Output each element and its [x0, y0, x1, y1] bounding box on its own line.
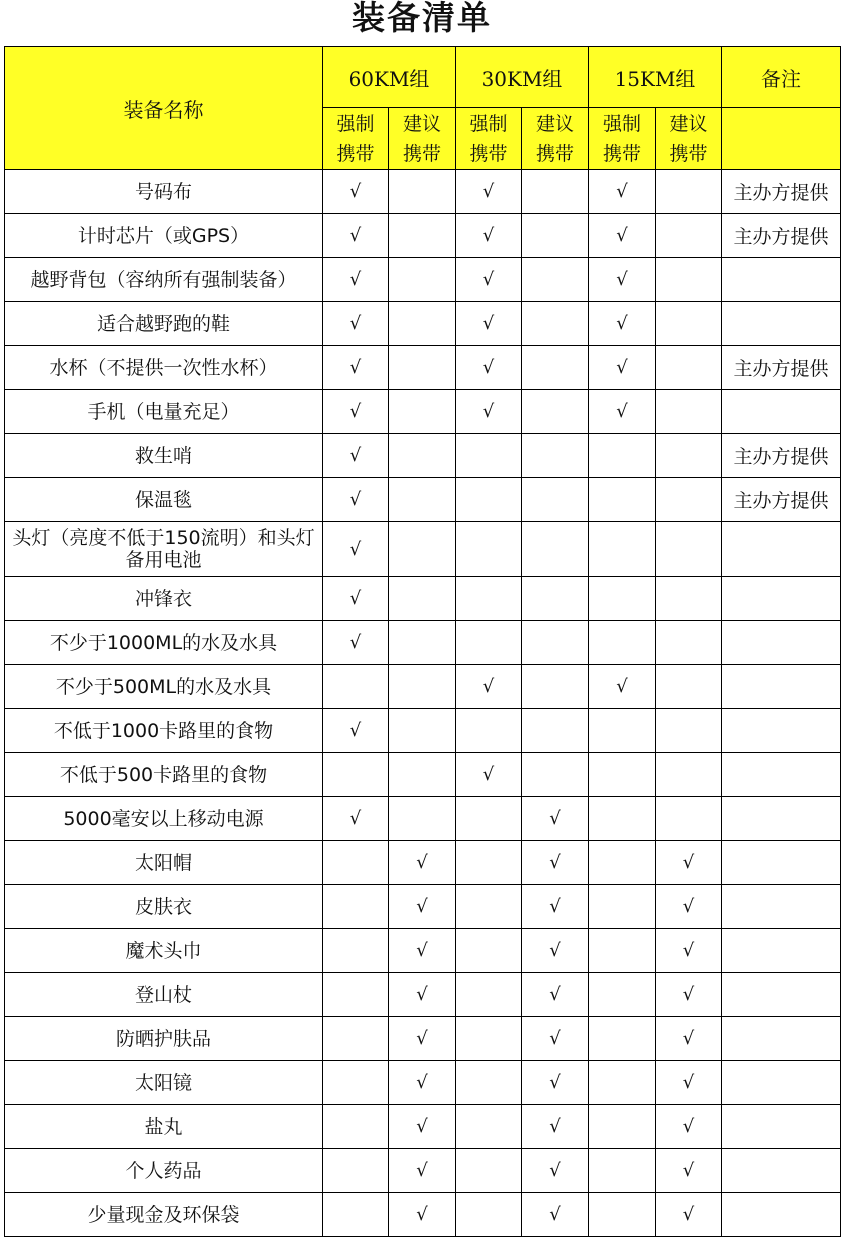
empty-cell — [323, 665, 389, 709]
empty-cell — [522, 709, 589, 753]
check-mark: √ — [522, 1105, 589, 1149]
empty-cell — [656, 522, 722, 577]
check-mark: √ — [589, 390, 656, 434]
empty-cell — [456, 577, 522, 621]
table-row — [5, 709, 841, 753]
item-name: 救生哨 — [5, 434, 323, 478]
check-mark: √ — [323, 434, 389, 478]
table-body — [5, 170, 841, 1237]
empty-cell — [522, 577, 589, 621]
empty-cell — [656, 302, 722, 346]
empty-cell — [589, 1061, 656, 1105]
item-note — [722, 1017, 841, 1061]
check-mark: √ — [589, 258, 656, 302]
empty-cell — [389, 621, 456, 665]
empty-cell — [589, 1193, 656, 1237]
empty-cell — [389, 665, 456, 709]
empty-cell — [522, 214, 589, 258]
empty-cell — [589, 522, 656, 577]
empty-cell — [389, 434, 456, 478]
header-group-30km: 30KM组 — [456, 47, 589, 108]
check-mark: √ — [389, 1061, 456, 1105]
check-mark: √ — [389, 1017, 456, 1061]
check-mark: √ — [456, 258, 522, 302]
item-note — [722, 577, 841, 621]
table-row — [5, 258, 841, 302]
item-note: 主办方提供 — [722, 346, 841, 390]
check-mark: √ — [589, 346, 656, 390]
empty-cell — [522, 302, 589, 346]
check-mark: √ — [323, 797, 389, 841]
page-title: 装备清单 — [352, 0, 492, 37]
header-suggested-60km: 建议 携带 — [389, 108, 456, 170]
empty-cell — [656, 797, 722, 841]
empty-cell — [589, 841, 656, 885]
empty-cell — [456, 434, 522, 478]
empty-cell — [456, 929, 522, 973]
item-name: 不低于1000卡路里的食物 — [5, 709, 323, 753]
item-name: 手机（电量充足） — [5, 390, 323, 434]
empty-cell — [456, 1149, 522, 1193]
item-name: 保温毯 — [5, 478, 323, 522]
empty-cell — [389, 258, 456, 302]
check-mark: √ — [323, 346, 389, 390]
table-row — [5, 929, 841, 973]
empty-cell — [656, 434, 722, 478]
item-name: 5000毫安以上移动电源 — [5, 797, 323, 841]
item-note — [722, 885, 841, 929]
table-row — [5, 302, 841, 346]
table-row — [5, 753, 841, 797]
item-name: 水杯（不提供一次性水杯） — [5, 346, 323, 390]
item-note — [722, 390, 841, 434]
check-mark: √ — [522, 1061, 589, 1105]
check-mark: √ — [522, 1017, 589, 1061]
check-mark: √ — [656, 929, 722, 973]
item-name: 适合越野跑的鞋 — [5, 302, 323, 346]
check-mark: √ — [656, 885, 722, 929]
empty-cell — [589, 973, 656, 1017]
header-name: 装备名称 — [5, 47, 323, 170]
empty-cell — [656, 577, 722, 621]
table-row — [5, 621, 841, 665]
empty-cell — [456, 885, 522, 929]
empty-cell — [522, 390, 589, 434]
empty-cell — [389, 797, 456, 841]
table-header — [5, 47, 841, 170]
item-note — [722, 973, 841, 1017]
item-note — [722, 522, 841, 577]
table-row — [5, 170, 841, 214]
check-mark: √ — [522, 841, 589, 885]
empty-cell — [589, 797, 656, 841]
check-mark: √ — [589, 665, 656, 709]
item-note — [722, 258, 841, 302]
table-row — [5, 1017, 841, 1061]
empty-cell — [323, 1017, 389, 1061]
item-name: 不低于500卡路里的食物 — [5, 753, 323, 797]
empty-cell — [522, 258, 589, 302]
empty-cell — [589, 1017, 656, 1061]
empty-cell — [589, 1149, 656, 1193]
check-mark: √ — [323, 577, 389, 621]
item-name: 魔术头巾 — [5, 929, 323, 973]
empty-cell — [389, 522, 456, 577]
header-mandatory-60km: 强制 携带 — [323, 108, 389, 170]
check-mark: √ — [323, 214, 389, 258]
empty-cell — [389, 170, 456, 214]
check-mark: √ — [389, 885, 456, 929]
check-mark: √ — [656, 841, 722, 885]
item-name: 盐丸 — [5, 1105, 323, 1149]
header-note-blank — [722, 108, 841, 170]
header-suggested-30km: 建议 携带 — [522, 108, 589, 170]
empty-cell — [323, 753, 389, 797]
check-mark: √ — [589, 302, 656, 346]
item-note — [722, 665, 841, 709]
empty-cell — [656, 478, 722, 522]
empty-cell — [456, 841, 522, 885]
table-row — [5, 841, 841, 885]
check-mark: √ — [323, 390, 389, 434]
check-mark: √ — [522, 1193, 589, 1237]
empty-cell — [656, 665, 722, 709]
header-suggested-15km: 建议 携带 — [656, 108, 722, 170]
empty-cell — [456, 709, 522, 753]
check-mark: √ — [323, 709, 389, 753]
table-row — [5, 577, 841, 621]
item-name: 头灯（亮度不低于150流明）和头灯备用电池 — [5, 522, 323, 577]
empty-cell — [456, 1105, 522, 1149]
empty-cell — [456, 478, 522, 522]
check-mark: √ — [323, 621, 389, 665]
check-mark: √ — [522, 929, 589, 973]
empty-cell — [323, 841, 389, 885]
item-name: 太阳镜 — [5, 1061, 323, 1105]
item-note — [722, 1105, 841, 1149]
item-note — [722, 1149, 841, 1193]
check-mark: √ — [456, 346, 522, 390]
item-name: 皮肤衣 — [5, 885, 323, 929]
empty-cell — [323, 885, 389, 929]
empty-cell — [589, 885, 656, 929]
check-mark: √ — [389, 973, 456, 1017]
empty-cell — [522, 478, 589, 522]
check-mark: √ — [389, 1105, 456, 1149]
check-mark: √ — [522, 1149, 589, 1193]
empty-cell — [456, 1193, 522, 1237]
empty-cell — [522, 522, 589, 577]
table-row — [5, 665, 841, 709]
check-mark: √ — [323, 258, 389, 302]
check-mark: √ — [656, 1149, 722, 1193]
empty-cell — [522, 665, 589, 709]
check-mark: √ — [656, 1017, 722, 1061]
header-group-60km: 60KM组 — [323, 47, 456, 108]
check-mark: √ — [456, 665, 522, 709]
item-note: 主办方提供 — [722, 478, 841, 522]
empty-cell — [456, 797, 522, 841]
check-mark: √ — [456, 302, 522, 346]
item-note: 主办方提供 — [722, 434, 841, 478]
check-mark: √ — [456, 214, 522, 258]
empty-cell — [522, 621, 589, 665]
item-name: 计时芯片（或GPS） — [5, 214, 323, 258]
table-row — [5, 885, 841, 929]
empty-cell — [656, 258, 722, 302]
empty-cell — [456, 1061, 522, 1105]
item-name: 越野背包（容纳所有强制装备） — [5, 258, 323, 302]
empty-cell — [389, 302, 456, 346]
check-mark: √ — [656, 1105, 722, 1149]
table-row — [5, 478, 841, 522]
empty-cell — [656, 753, 722, 797]
table-row — [5, 797, 841, 841]
empty-cell — [323, 1193, 389, 1237]
item-name: 不少于1000ML的水及水具 — [5, 621, 323, 665]
item-note — [722, 1061, 841, 1105]
item-name: 少量现金及环保袋 — [5, 1193, 323, 1237]
empty-cell — [589, 1105, 656, 1149]
check-mark: √ — [589, 170, 656, 214]
check-mark: √ — [389, 841, 456, 885]
table-row — [5, 1061, 841, 1105]
item-name: 号码布 — [5, 170, 323, 214]
empty-cell — [589, 621, 656, 665]
empty-cell — [389, 577, 456, 621]
empty-cell — [656, 709, 722, 753]
check-mark: √ — [389, 1193, 456, 1237]
check-mark: √ — [323, 170, 389, 214]
item-note — [722, 929, 841, 973]
empty-cell — [656, 214, 722, 258]
item-name: 登山杖 — [5, 973, 323, 1017]
empty-cell — [323, 1061, 389, 1105]
empty-cell — [389, 753, 456, 797]
check-mark: √ — [389, 1149, 456, 1193]
check-mark: √ — [522, 885, 589, 929]
empty-cell — [389, 214, 456, 258]
header-mandatory-30km: 强制 携带 — [456, 108, 522, 170]
empty-cell — [522, 434, 589, 478]
empty-cell — [589, 929, 656, 973]
empty-cell — [323, 929, 389, 973]
item-name: 防晒护肤品 — [5, 1017, 323, 1061]
table-row — [5, 346, 841, 390]
empty-cell — [589, 577, 656, 621]
empty-cell — [456, 522, 522, 577]
empty-cell — [656, 346, 722, 390]
item-note — [722, 1193, 841, 1237]
table-row — [5, 973, 841, 1017]
table-row — [5, 390, 841, 434]
empty-cell — [323, 1105, 389, 1149]
empty-cell — [456, 1017, 522, 1061]
empty-cell — [656, 390, 722, 434]
check-mark: √ — [656, 973, 722, 1017]
table-row — [5, 1105, 841, 1149]
table-row — [5, 1193, 841, 1237]
check-mark: √ — [456, 753, 522, 797]
table-row — [5, 434, 841, 478]
empty-cell — [589, 434, 656, 478]
check-mark: √ — [323, 522, 389, 577]
check-mark: √ — [522, 797, 589, 841]
check-mark: √ — [656, 1193, 722, 1237]
header-mandatory-15km: 强制 携带 — [589, 108, 656, 170]
item-name: 个人药品 — [5, 1149, 323, 1193]
check-mark: √ — [522, 973, 589, 1017]
check-mark: √ — [589, 214, 656, 258]
empty-cell — [522, 753, 589, 797]
empty-cell — [656, 170, 722, 214]
empty-cell — [522, 170, 589, 214]
empty-cell — [389, 478, 456, 522]
item-name: 冲锋衣 — [5, 577, 323, 621]
check-mark: √ — [456, 390, 522, 434]
empty-cell — [323, 973, 389, 1017]
empty-cell — [522, 346, 589, 390]
item-name: 不少于500ML的水及水具 — [5, 665, 323, 709]
empty-cell — [389, 709, 456, 753]
empty-cell — [656, 621, 722, 665]
equipment-table — [4, 46, 841, 1237]
empty-cell — [389, 346, 456, 390]
empty-cell — [389, 390, 456, 434]
check-mark: √ — [389, 929, 456, 973]
table-row — [5, 1149, 841, 1193]
item-note — [722, 841, 841, 885]
empty-cell — [323, 1149, 389, 1193]
table-row — [5, 522, 841, 577]
item-note — [722, 797, 841, 841]
check-mark: √ — [323, 302, 389, 346]
empty-cell — [456, 973, 522, 1017]
item-note — [722, 709, 841, 753]
item-note — [722, 302, 841, 346]
check-mark: √ — [456, 170, 522, 214]
header-group-15km: 15KM组 — [589, 47, 722, 108]
header-note: 备注 — [722, 47, 841, 108]
item-note — [722, 621, 841, 665]
empty-cell — [589, 709, 656, 753]
check-mark: √ — [323, 478, 389, 522]
check-mark: √ — [656, 1061, 722, 1105]
empty-cell — [589, 478, 656, 522]
item-name: 太阳帽 — [5, 841, 323, 885]
table-row — [5, 214, 841, 258]
item-note: 主办方提供 — [722, 214, 841, 258]
empty-cell — [456, 621, 522, 665]
item-note: 主办方提供 — [722, 170, 841, 214]
empty-cell — [589, 753, 656, 797]
item-note — [722, 753, 841, 797]
